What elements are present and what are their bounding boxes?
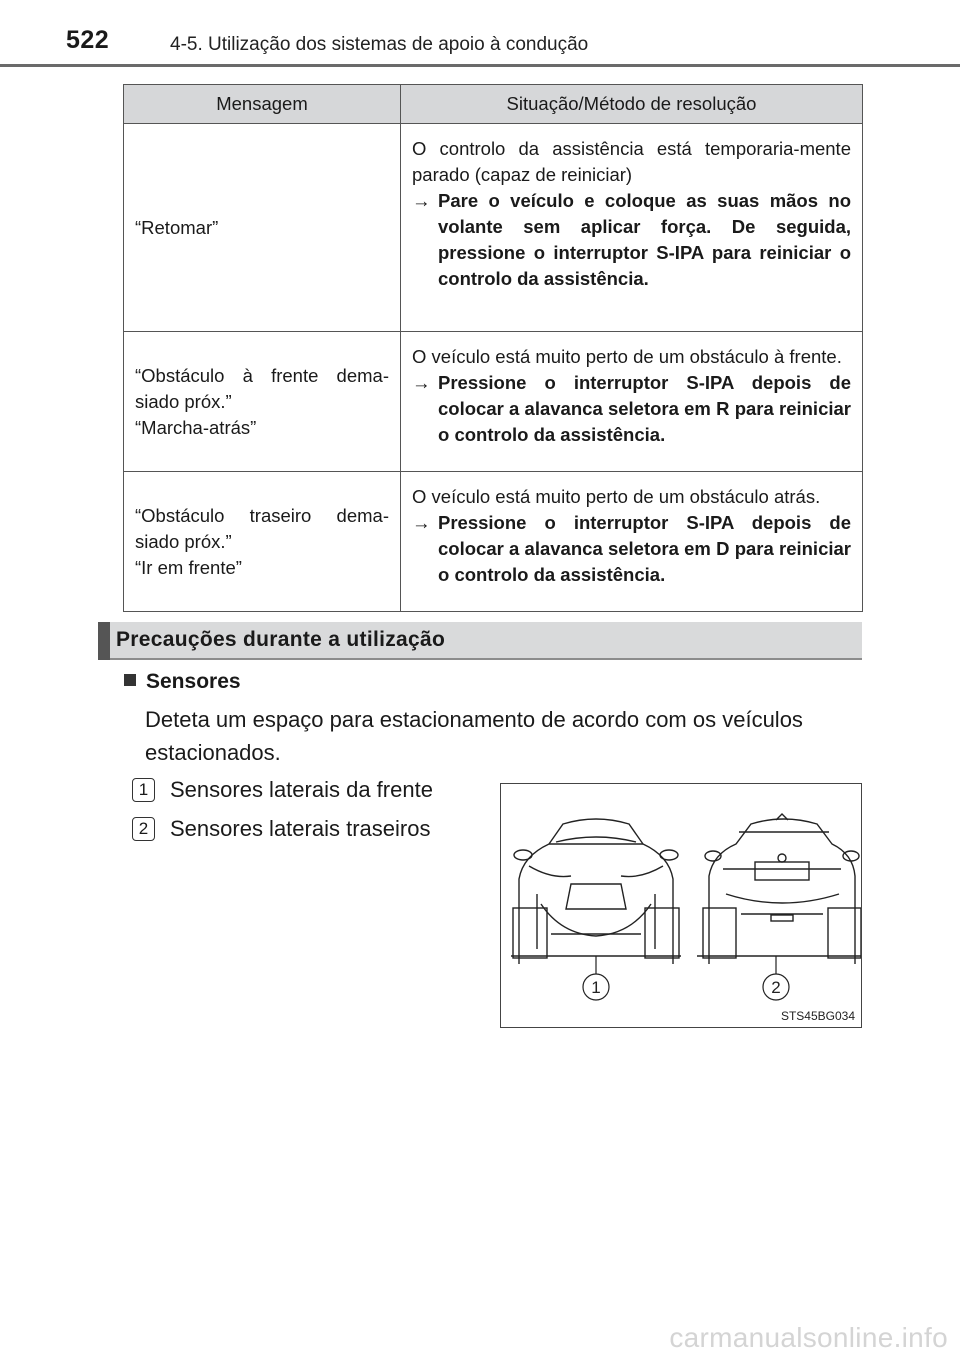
action-block	[412, 370, 851, 448]
action-text: Pressione o interruptor S-IPA depois de colocar a alavanca seletora em D para reiniciar o controlo da assistência.	[438, 512, 851, 585]
body-paragraph: Deteta um espaço para estacionamento de acordo com os veículos estacionados.	[145, 707, 803, 765]
section-title: Precauções durante a utilização	[116, 628, 446, 651]
column-header-message: Mensagem	[124, 85, 401, 124]
section-accent	[98, 622, 110, 660]
legend-item	[132, 777, 433, 803]
action-text: Pare o veículo e coloque as suas mãos no volante sem aplicar força. De seguida, pressione o interruptor S-IPA para reiniciar o controlo da assistência.	[438, 190, 851, 289]
figure-code: STS45BG034	[780, 1009, 855, 1023]
action-block	[412, 510, 851, 588]
action-text: Pressione o interruptor S-IPA depois de colocar a alavanca seletora em R para reiniciar o controlo da assistência.	[438, 372, 851, 445]
legend-label: Sensores laterais da frente	[170, 777, 433, 802]
resolution-cell	[401, 332, 863, 472]
header-rule	[0, 64, 960, 67]
rear-car-illustration	[697, 814, 861, 964]
section-heading-bar	[98, 622, 862, 660]
watermark[interactable]: carmanualsonline.info	[669, 1322, 948, 1353]
message-text: “Ir em frente”	[135, 556, 242, 578]
arrow-icon: →	[412, 512, 431, 533]
action-block	[412, 188, 851, 292]
message-text: “Marcha-atrás”	[135, 416, 257, 438]
page-header	[0, 0, 960, 66]
message-table	[123, 84, 863, 612]
message-cell	[124, 124, 401, 332]
resolution-cell	[401, 472, 863, 612]
square-bullet-icon	[124, 674, 136, 686]
sensor-figure	[500, 783, 862, 1028]
table-row	[124, 332, 863, 472]
column-header-resolution: Situação/Método de resolução	[401, 85, 863, 124]
arrow-icon: →	[412, 372, 431, 393]
legend-number: 1	[132, 778, 155, 802]
situation-text: O veículo está muito perto de um obstáculo à frente.	[412, 346, 842, 367]
car-sensors-illustration	[501, 784, 861, 1027]
situation-text: O controlo da assistência está temporaria-mente parado (capaz de reiniciar)	[412, 138, 851, 185]
chapter-title: 4-5. Utilização dos sistemas de apoio à condução	[170, 34, 589, 55]
message-cell	[124, 472, 401, 612]
resolution-cell	[401, 124, 863, 332]
message-text: “Obstáculo à frente dema-siado próx.”	[135, 364, 389, 412]
legend-item	[132, 816, 430, 842]
front-car-illustration	[511, 819, 681, 964]
message-text: “Obstáculo traseiro dema-siado próx.”	[135, 504, 389, 552]
subsection-heading	[124, 670, 241, 694]
callout-1-label: 1	[591, 978, 601, 997]
page-number: 522	[66, 26, 110, 54]
arrow-icon: →	[412, 190, 431, 211]
table-header-row	[124, 85, 863, 124]
callout-2-label: 2	[771, 978, 781, 997]
message-cell	[124, 332, 401, 472]
subsection-title: Sensores	[146, 670, 241, 693]
message-text: “Retomar”	[135, 216, 219, 238]
table-row	[124, 472, 863, 612]
legend-label: Sensores laterais traseiros	[170, 816, 431, 841]
table-row	[124, 124, 863, 332]
legend-number: 2	[132, 817, 155, 841]
situation-text: O veículo está muito perto de um obstáculo atrás.	[412, 486, 821, 507]
